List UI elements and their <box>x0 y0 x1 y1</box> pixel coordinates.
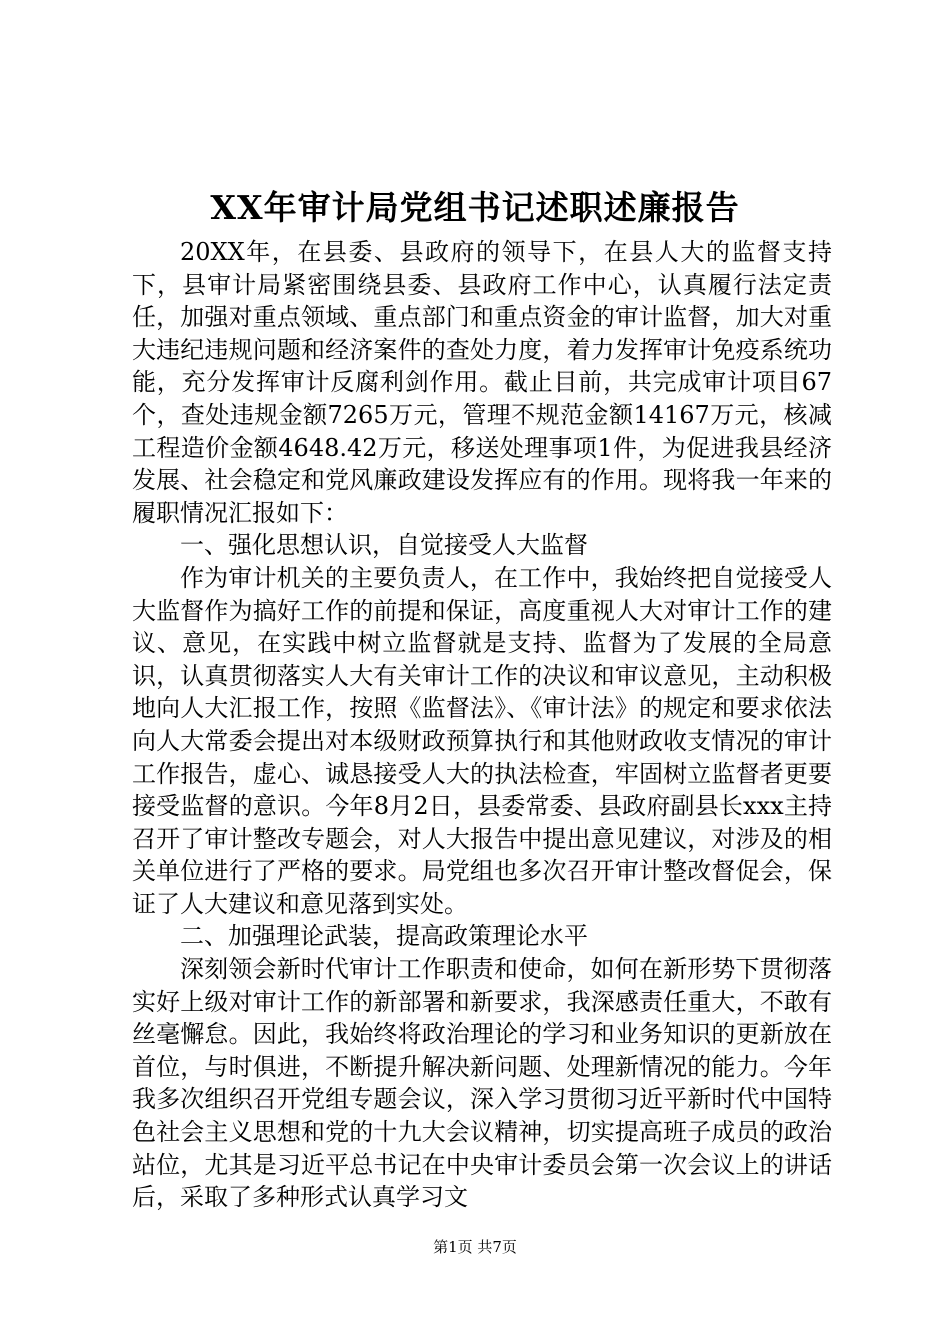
document-body <box>132 236 832 1214</box>
document-title: XX年审计局党组书记述职述廉报告 <box>210 188 740 227</box>
body-paragraph-section-1: 作为审计机关的主要负责人，在工作中，我始终把自觉接受人大监督作为搞好工作的前提和保证，高度重视人大对审计工作的建议、意见，在实践中树立监督就是支持、监督为了发展的全局意识，认真贯彻落实人大有关审计工作的决议和审议意见，主动积极地向人大汇报工作，按照《监督法》、《审计法》的规定和要求依法向人大常委会提出对本级财政预算执行和其他财政收支情况的审计工作报告，虚心、诚恳接受人大的执法检查，牢固树立监督者更要接受监督的意识。今年8月2日，县委常委、县政府副县长xxx主持召开了审计整改专题会，对人大报告中提出意见建议，对涉及的相关单位进行了严格的要求。局党组也多次召开审计整改督促会，保证了人大建议和意见落到实处。 <box>132 563 832 918</box>
page-number-footer: 第1页 共7页 <box>433 1238 517 1256</box>
section-heading-2: 二、加强理论武装，提高政策理论水平 <box>180 922 588 951</box>
section-heading-1: 一、强化思想认识，自觉接受人大监督 <box>180 531 588 560</box>
body-paragraph-intro: 20XX年，在县委、县政府的领导下，在县人大的监督支持下，县审计局紧密围绕县委、县政府工作中心，认真履行法定责任，加强对重点领域、重点部门和重点资金的审计监督，加大对重大违纪违规问题和经济案件的查处力度，着力发挥审计免疫系统功能，充分发挥审计反腐利剑作用。截止目前，共完成审计项目67个，查处违规金额7265万元，管理不规范金额14167万元，核减工程造价金额4648.42万元，移送处理事项1件，为促进我县经济发展、社会稳定和党风廉政建设发挥应有的作用。现将我一年来的履职情况汇报如下： <box>132 238 832 527</box>
body-paragraph-section-2: 深刻领会新时代审计工作职责和使命，如何在新形势下贯彻落实好上级对审计工作的新部署和新要求，我深感责任重大，不敢有丝毫懈怠。因此，我始终将政治理论的学习和业务知识的更新放在首位，与时俱进，不断提升解决新问题、处理新情况的能力。今年我多次组织召开党组专题会议，深入学习贯彻习近平新时代中国特色社会主义思想和党的十九大会议精神，切实提高班子成员的政治站位，尤其是习近平总书记在中央审计委员会第一次会议上的讲话后，采取了多种形式认真学习文 <box>132 955 832 1212</box>
